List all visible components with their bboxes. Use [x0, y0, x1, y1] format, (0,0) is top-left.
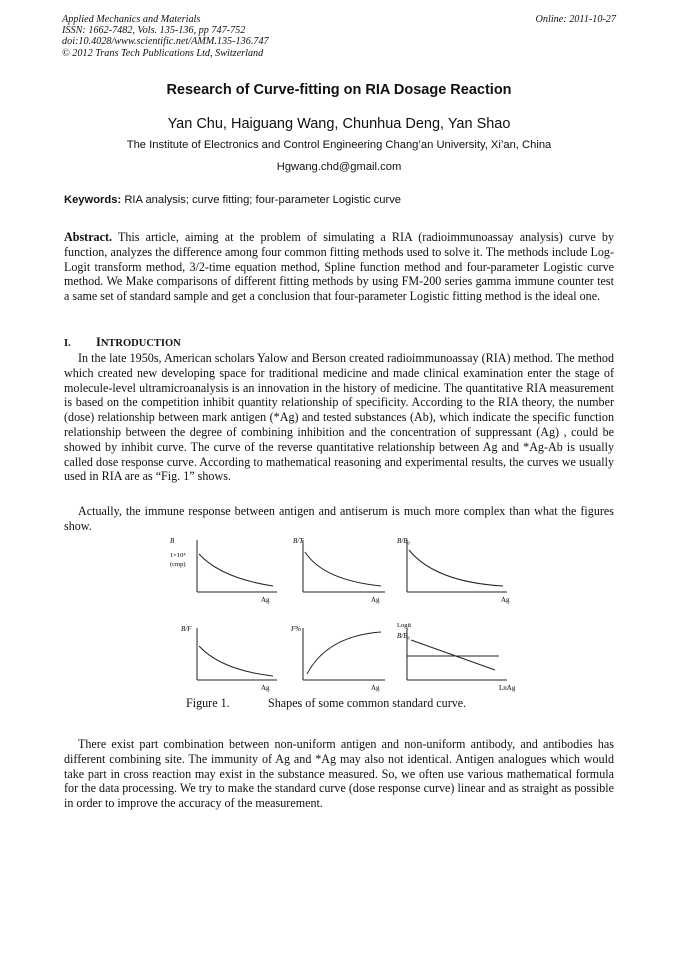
figure-1 — [165, 532, 525, 692]
figure-label: Figure 1. — [186, 696, 230, 710]
author-list: Yan Chu, Haiguang Wang, Chunhua Deng, Yan Shao — [167, 116, 511, 132]
panel-b-ylabel: B — [170, 537, 175, 545]
panel-logit-ysub: B/B₀ — [397, 632, 410, 640]
panel-fpct — [290, 625, 385, 692]
panel-logit — [397, 622, 516, 692]
panel-bt-ylabel: B/T — [293, 537, 304, 545]
panel-b — [170, 537, 277, 604]
doi-line[interactable]: doi:10.4028/www.scientific.net/AMM.135-136.747 — [62, 36, 269, 48]
abstract — [64, 230, 614, 304]
panel-bb0 — [397, 537, 510, 604]
journal-header — [62, 14, 269, 59]
section-title-rest: NTRODUCTION — [100, 338, 181, 349]
copyright-line: © 2012 Trans Tech Publications Ltd, Switzerland — [62, 47, 264, 59]
panel-bt — [293, 537, 385, 604]
keywords-text: RIA analysis; curve fitting; four-parameter Logistic curve — [124, 194, 402, 206]
keywords — [64, 194, 401, 206]
panel-fpct-ylabel: F% — [291, 625, 302, 633]
panel-bf — [181, 625, 277, 692]
contact-email[interactable]: Hgwang.chd@gmail.com — [276, 161, 402, 173]
panel-b-yunit: (cmp) — [170, 561, 186, 568]
panel-bt-xlabel: Ag — [371, 596, 380, 604]
abstract-text: This article, aiming at the problem of simulating a RIA (radioimmunoassay analysis) curve by function, analyzes the difference among four common fitting methods used to solve it. The methods include Log-Logit transform method, 3/2-time equation method, Spline function method and four-parameter Logistic curve method. We Make comparisons of different fitting methods by using FM-200 series gamma immune counter test a same set of standard sample and get a conclusion that four-parameter Logistic fitting method is the ideal one. — [64, 230, 614, 304]
section-number: I. — [64, 338, 71, 349]
panel-bf-ylabel: B/F — [181, 625, 192, 633]
intro-paragraph-2: Actually, the immune response between antigen and antiserum is much more complex than what the figures show. — [64, 504, 614, 533]
panel-bb0-xlabel: Ag — [501, 596, 510, 604]
panel-b-ysub: 1×10⁴ — [170, 552, 186, 559]
section-title-initial: I — [96, 335, 101, 349]
panel-bf-xlabel: Ag — [261, 684, 270, 692]
affiliation: The Institute of Electronics and Control Engineering Chang’an University, Xi’an, China — [126, 139, 552, 151]
abstract-label: Abstract. — [64, 230, 113, 244]
issn-line: ISSN: 1662-7482, Vols. 135-136, pp 747-752 — [62, 25, 246, 37]
panel-logit-ylabel: Logit — [397, 622, 412, 629]
intro-paragraph-1: In the late 1950s, American scholars Yalow and Berson created radioimmunoassay (RIA) method. The method which created new developing space for traditional medicine and made clinical examination enter the stage of molecule-level ultramicroanalysis is an innovation in the history of medicine. The quantitative RIA measurement is based on the competition inhibit quantity relationship of specificity. According to the RIA theory, the number (dose) relationship between mark antigen (*Ag) and tested substances (Ab), which indicate the specific function relationship between the degree of combining inhibition and the concentration of suppressant (Ag) , could be showed by inhibit curve. The curve of the reverse quantitative relationship between Ag and *Ag-Ab is usually called dose response curve. According to mathematical reasoning and experimental results, the curves we usually used in RIA are as “Fig. 1” shows. — [64, 351, 614, 484]
panel-logit-xlabel: LnAg — [499, 684, 516, 692]
figure-caption-text: Shapes of some common standard curve. — [268, 696, 467, 710]
panel-fpct-xlabel: Ag — [371, 684, 380, 692]
keywords-label: Keywords: — [64, 194, 122, 206]
panel-bb0-ylabel: B/B₀ — [397, 537, 410, 545]
section-heading — [64, 335, 181, 350]
panel-b-xlabel: Ag — [261, 596, 270, 604]
body-paragraph-3: There exist part combination between non-uniform antigen and non-uniform antibody, and antibodies has different combining site. The immunity of Ag and *Ag may also not identical. Antigen analogues which would take part in cross reaction may exist in the substance measured. So, we often use various mathematical formula for the data processing. We try to make the standard curve (dose response curve) linear and as straight as possible in order to improve the accuracy of the measurement. — [64, 737, 614, 811]
figure-caption — [186, 696, 466, 711]
online-date: Online: 2011-10-27 — [535, 14, 616, 25]
paper-title: Research of Curve-fitting on RIA Dosage Reaction — [166, 82, 512, 98]
journal-name: Applied Mechanics and Materials — [62, 14, 201, 25]
